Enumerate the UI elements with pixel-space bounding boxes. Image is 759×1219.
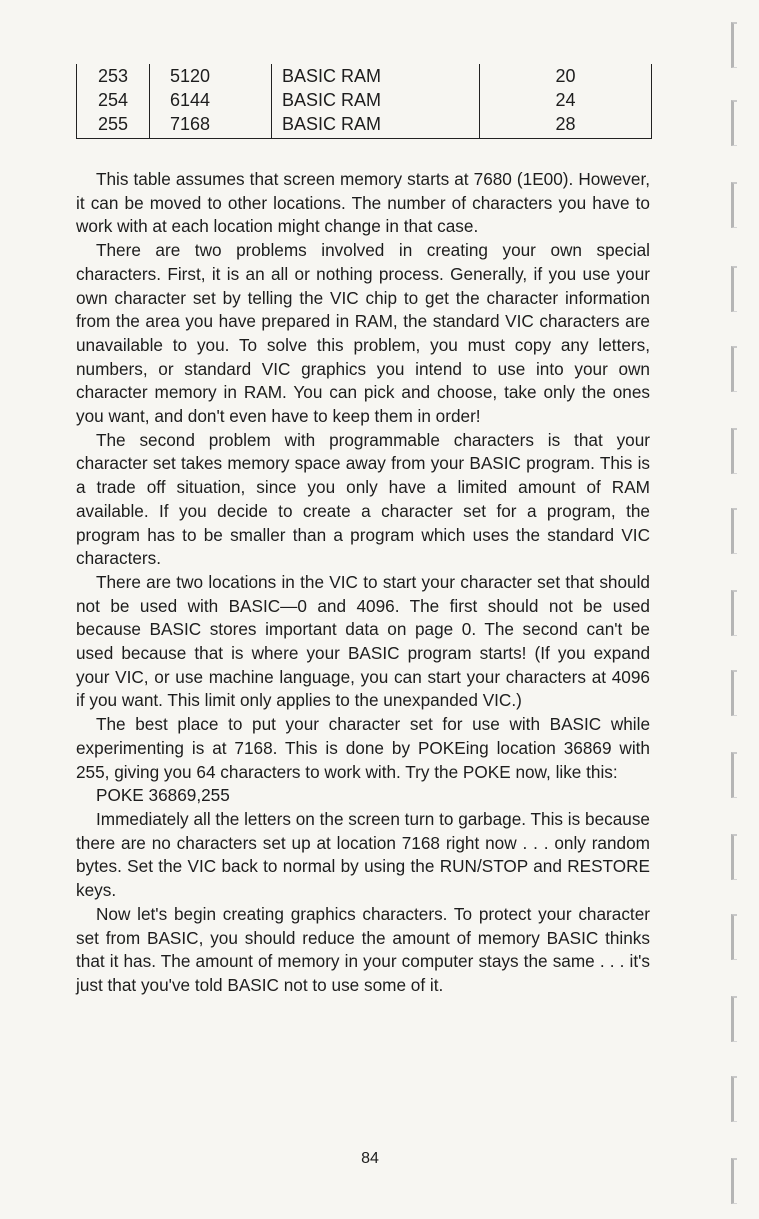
edge-mark-decoration bbox=[731, 1158, 737, 1204]
characters-cell: 24 bbox=[480, 88, 652, 112]
paragraph: The second problem with programmable characters is that your character set takes memory space away from your BASIC program. This is a trade off situation, since you only have a limited amount of RAM available. If you decide to create a character set for a program, the program has to be smaller than a program which uses the standard VIC characters. bbox=[76, 429, 650, 569]
paragraph: The best place to put your character set for use with BASIC while experimenting is at 7168. This is done by POKEing location 36869 with 255, giving you 64 characters to work with. Try the POKE now, like this: bbox=[76, 714, 650, 782]
edge-mark-decoration bbox=[731, 266, 737, 312]
code-line: POKE 36869,255 bbox=[96, 785, 230, 806]
edge-mark-decoration bbox=[731, 670, 737, 716]
paragraph: This table assumes that screen memory starts at 7680 (1E00). However, it can be moved to other locations. The number of characters you have to work with at each location might change in that case. bbox=[76, 169, 650, 237]
edge-mark-decoration bbox=[731, 834, 737, 880]
paragraph: Immediately all the letters on the screen turn to garbage. This is because there are no characters set up at location 7168 right now . . . only random bytes. Set the VIC back to normal by using the RUN/STOP and RESTORE keys. bbox=[76, 808, 650, 901]
location-cell: 255 bbox=[77, 112, 150, 139]
memory-location-table bbox=[76, 64, 652, 139]
edge-mark-decoration bbox=[731, 1076, 737, 1122]
edge-mark-decoration bbox=[731, 182, 737, 228]
paragraph: There are two locations in the VIC to start your character set that should not be used with BASIC—0 and 4096. The first should not be used because BASIC stores important data on page 0. The second can't be used because that is where your BASIC program starts! (If you expand your VIC, or use machine language, you can start your characters at 4096 if you want. This limit only applies to the unexpanded VIC.) bbox=[76, 571, 650, 711]
characters-cell: 20 bbox=[480, 64, 652, 88]
address-cell: 7168 bbox=[150, 112, 272, 139]
body-text bbox=[76, 168, 650, 998]
location-cell: 253 bbox=[77, 64, 150, 88]
location-cell: 254 bbox=[77, 88, 150, 112]
edge-mark-decoration bbox=[731, 346, 737, 392]
page-number: 84 bbox=[361, 1150, 379, 1167]
edge-mark-decoration bbox=[731, 22, 737, 68]
address-cell: 6144 bbox=[150, 88, 272, 112]
edge-mark-decoration bbox=[731, 428, 737, 474]
edge-mark-decoration bbox=[731, 508, 737, 554]
table-row bbox=[77, 112, 652, 139]
memory-type-cell: BASIC RAM bbox=[272, 88, 480, 112]
characters-cell: 28 bbox=[480, 112, 652, 139]
edge-mark-decoration bbox=[731, 996, 737, 1042]
edge-mark-decoration bbox=[731, 752, 737, 798]
address-cell: 5120 bbox=[150, 64, 272, 88]
paragraph: There are two problems involved in creating your own special characters. First, it is an all or nothing process. Generally, if you use your own character set by telling the VIC chip to get the character information from the area you have prepared in RAM, the standard VIC characters are unavailable to you. To solve this problem, you must copy any letters, numbers, or standard VIC graphics you intend to use into your own character memory in RAM. You can pick and choose, take only the ones you want, and don't even have to keep them in order! bbox=[76, 240, 650, 427]
memory-type-cell: BASIC RAM bbox=[272, 112, 480, 139]
edge-mark-decoration bbox=[731, 914, 737, 960]
edge-mark-decoration bbox=[731, 590, 737, 636]
table-row bbox=[77, 64, 652, 88]
edge-mark-decoration bbox=[731, 100, 737, 146]
paragraph: Now let's begin creating graphics characters. To protect your character set from BASIC, you should reduce the amount of memory BASIC thinks that it has. The amount of memory in your computer stays the same . . . it's just that you've told BASIC not to use some of it. bbox=[76, 903, 650, 995]
table-row bbox=[77, 88, 652, 112]
memory-type-cell: BASIC RAM bbox=[272, 64, 480, 88]
